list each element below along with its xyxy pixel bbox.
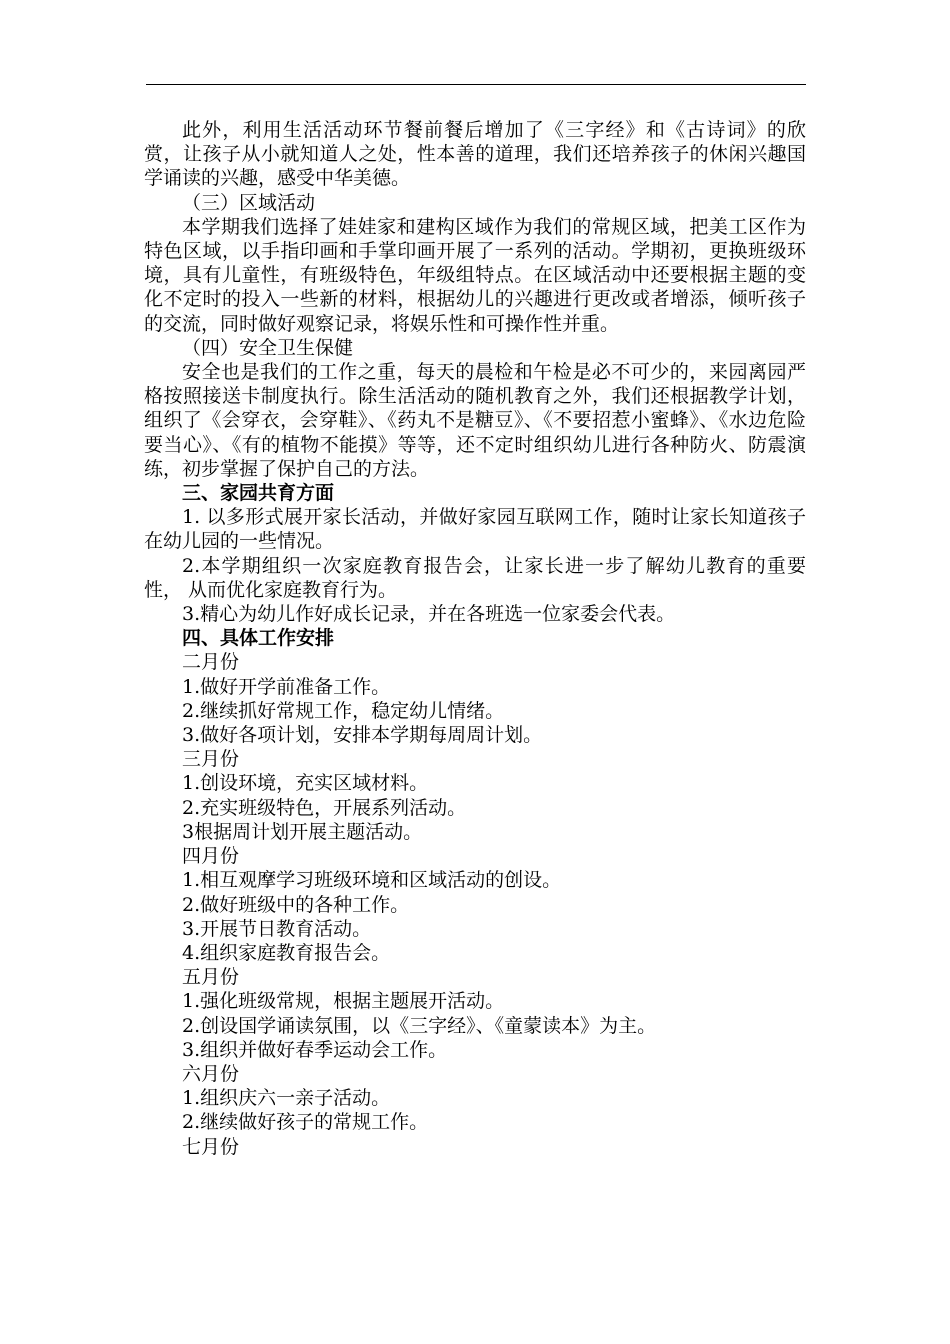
month-item: 3.做好各项计划，安排本学期每周周计划。 <box>182 724 543 747</box>
heading-anquan-baojian: （四）安全卫生保健 <box>182 336 354 359</box>
month-item: 1.相互观摩学习班级环境和区域活动的创设。 <box>182 869 562 892</box>
month-item: 2.做好班级中的各种工作。 <box>182 893 410 916</box>
month-item: 3根据周计划开展主题活动。 <box>182 820 423 843</box>
month-heading: 二月份 <box>182 651 240 674</box>
jiayuan-item-1: 1. 以多形式展开家长活动，并做好家园互联网工作，随时让家长知道孩子在幼儿园的一些情况。 <box>144 506 806 553</box>
month-heading: 三月份 <box>182 748 240 771</box>
month-heading: 四月份 <box>182 845 240 868</box>
month-item: 1.创设环境，充实区域材料。 <box>182 772 429 795</box>
heading-quyu-huodong: （三）区域活动 <box>182 191 316 214</box>
month-item: 2.创设国学诵读氛围，以《三字经》、《童蒙读本》为主。 <box>182 1014 657 1037</box>
month-item: 4.组织家庭教育报告会。 <box>182 941 391 964</box>
jiayuan-item-2: 2.本学期组织一次家庭教育报告会，让家长进一步了解幼儿教育的重要性， 从而优化家庭教育行为。 <box>144 554 806 601</box>
month-item: 3.开展节日教育活动。 <box>182 917 372 940</box>
paragraph-anquan: 安全也是我们的工作之重，每天的晨检和午检是必不可少的，来园离园严格按照接送卡制度执行。除生活活动的随机教育之外，我们还根据教学计划，组织了《会穿衣，会穿鞋》、《药丸不是糖豆》、《不要招惹小蜜蜂》、《水边危险要当心》、《有的植物不能摸》等等，还不定时组织幼儿进行各种防火、防震演练，初步掌握了保护自己的方法。 <box>144 361 806 480</box>
month-heading: 七月份 <box>182 1135 240 1158</box>
paragraph-guoxue: 此外，利用生活活动环节餐前餐后增加了《三字经》和《古诗词》的欣赏，让孩子从小就知道人之处，性本善的道理，我们还培养孩子的休闲兴趣国学诵读的兴趣，感受中华美德。 <box>144 119 806 190</box>
heading-juti-anpai: 四、具体工作安排 <box>182 627 335 650</box>
month-heading: 五月份 <box>182 966 240 989</box>
document-body <box>144 118 806 1159</box>
month-item: 2.充实班级特色，开展系列活动。 <box>182 796 467 819</box>
month-item: 2.继续抓好常规工作，稳定幼儿情绪。 <box>182 699 505 722</box>
month-item: 1.做好开学前准备工作。 <box>182 675 391 698</box>
heading-jiayuan-gongyu: 三、家园共育方面 <box>182 482 335 505</box>
month-item: 1.组织庆六一亲子活动。 <box>182 1087 391 1110</box>
month-item: 2.继续做好孩子的常规工作。 <box>182 1111 429 1134</box>
paragraph-quyu: 本学期我们选择了娃娃家和建构区域作为我们的常规区域，把美工区作为特色区域，以手指印画和手掌印画开展了一系列的活动。学期初，更换班级环境，具有儿童性，有班级特色，年级组特点。在区域活动中还要根据主题的变化不定时的投入一些新的材料，根据幼儿的兴趣进行更改或者增添，倾听孩子的交流，同时做好观察记录，将娱乐性和可操作性并重。 <box>144 215 806 335</box>
jiayuan-item-3: 3.精心为幼儿作好成长记录，并在各班选一位家委会代表。 <box>182 603 676 626</box>
month-item: 3.组织并做好春季运动会工作。 <box>182 1038 448 1061</box>
month-item: 1.强化班级常规，根据主题展开活动。 <box>182 990 505 1013</box>
header-rule <box>146 84 806 85</box>
month-heading: 六月份 <box>182 1062 240 1085</box>
